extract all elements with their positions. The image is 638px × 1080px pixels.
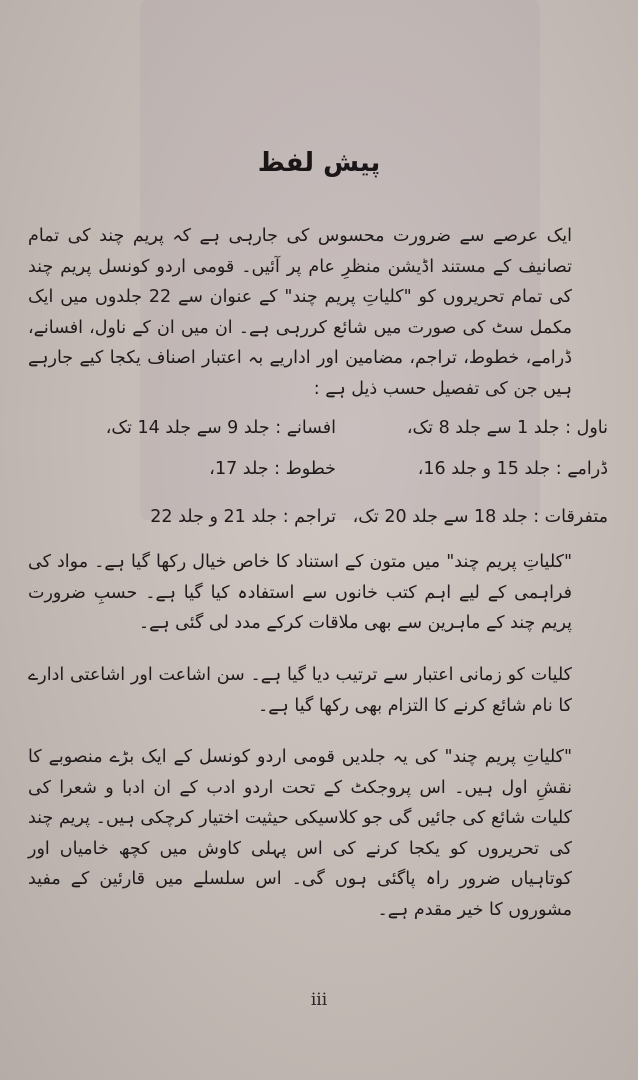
volume-row <box>28 507 608 537</box>
volume-row <box>28 459 608 489</box>
paragraph-project <box>28 742 608 925</box>
intro-paragraph-text: ایک عرصے سے ضرورت محسوس کی جارہی ہے کہ پریم چند کی تمام تصانیف کے مستند اڈیشن منظرِ عام پر آئیں۔ قومی اردو کونسل پریم چند کی تمام تحریروں کو "کلیاتِ پریم چند" کے عنوان سے 22 جلدوں میں ایک مکمل سٹ کی صورت میں شائع کررہی ہے۔ ان میں ان کے ناول، افسانے، ڈرامے، خطوط، تراجم، مضامین اور اداریے بہ اعتبار اصناف یکجا کیے جارہے ہیں جن کی تفصیل حسب ذیل ہے : <box>28 226 572 399</box>
volume-entry-stories: افسانے : جلد 9 سے جلد 14 تک، <box>105 418 336 438</box>
volume-entry-dramas: ڈرامے : جلد 15 و جلد 16، <box>417 459 608 479</box>
page-number: iii <box>310 990 328 1010</box>
volume-entry-letters: خطوط : جلد 17، <box>209 459 336 479</box>
paragraph-sources-text: "کلیاتِ پریم چند" میں متون کے استناد کا خاص خیال رکھا گیا ہے۔ مواد کی فراہمی کے لیے اہم کتب خانوں سے استفادہ کیا گیا ہے۔ حسبِ ضرورت پریم چند کے ماہرین سے بھی ملاقات کرکے مدد لی گئی ہے۔ <box>28 552 572 633</box>
volume-entry-novels: ناول : جلد 1 سے جلد 8 تک، <box>406 418 608 438</box>
intro-paragraph <box>28 221 608 404</box>
paragraph-arrangement-text: کلیات کو زمانی اعتبار سے ترتیب دیا گیا ہے۔ سن اشاعت اور اشاعتی ادارے کا نام شائع کرنے کا التزام بھی رکھا گیا ہے۔ <box>28 665 572 716</box>
volume-row <box>28 418 608 448</box>
volume-entry-misc: متفرقات : جلد 18 سے جلد 20 تک، <box>352 507 608 527</box>
paragraph-project-text: "کلیاتِ پریم چند" کی یہ جلدیں قومی اردو کونسل کے ایک بڑے منصوبے کا نقشِ اول ہیں۔ اس پروجکٹ کے تحت اردو ادب کے ان ادبا و شعرا کی کلیات شائع کی جائیں گی جو کلاسیکی حیثیت اختیار کرچکی ہیں۔ پریم چند کی تحریروں کو یکجا کرنے کی اس پہلی کاوش میں کچھ خامیاں اور کوتاہیاں ضرور راہ پاگئی ہوں گی۔ اس سلسلے میں قارئین کے مفید مشوروں کا خیر مقدم ہے۔ <box>28 747 572 920</box>
volume-entry-translations: تراجم : جلد 21 و جلد 22 <box>150 507 336 527</box>
page-title: پیش لفظ <box>257 148 381 178</box>
paragraph-sources <box>28 547 608 639</box>
paragraph-arrangement <box>28 660 608 721</box>
